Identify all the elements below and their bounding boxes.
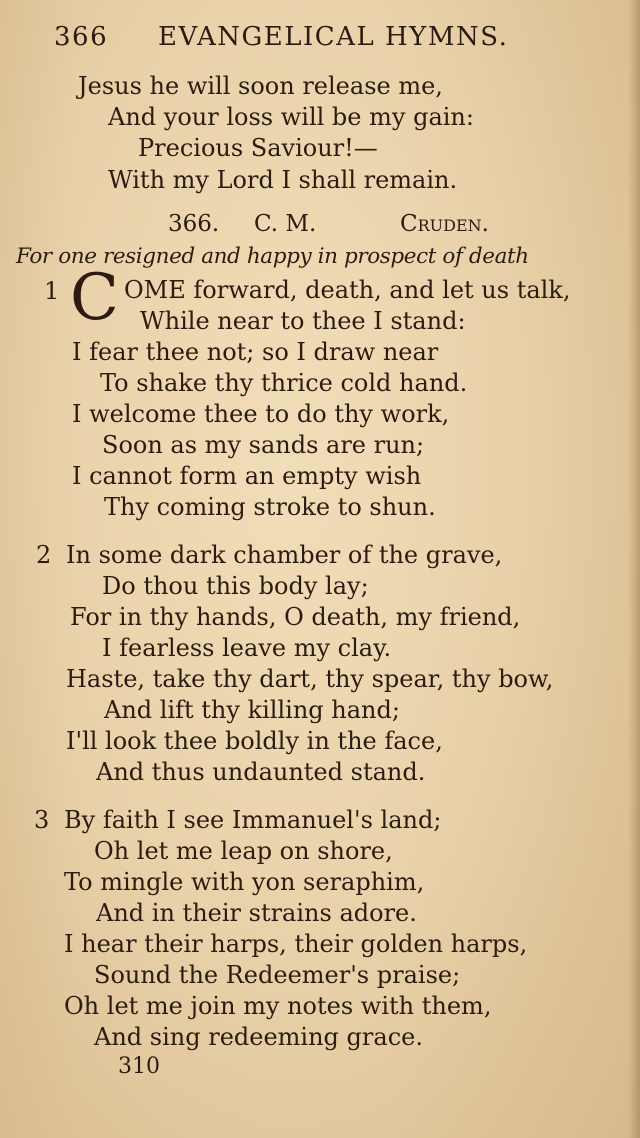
stanza-number: 2 bbox=[36, 541, 52, 569]
hymn-line: To shake thy thrice cold hand. bbox=[100, 369, 468, 397]
hymn-line: To mingle with yon seraphim, bbox=[64, 868, 425, 896]
hymn-line: Oh let me join my notes with them, bbox=[64, 992, 492, 1020]
hymn-tune: Cruden. bbox=[400, 211, 489, 237]
prev-hymn-line: And your loss will be my gain: bbox=[108, 103, 474, 131]
hymn-subtitle: For one resigned and happy in prospect of death bbox=[16, 244, 529, 269]
prev-hymn-line: Precious Saviour!— bbox=[138, 134, 378, 162]
hymn-line: Haste, take thy dart, thy spear, thy bow, bbox=[66, 665, 554, 693]
hymn-line: While near to thee I stand: bbox=[140, 307, 466, 335]
prev-hymn-line: Jesus he will soon release me, bbox=[78, 72, 443, 100]
hymn-line: I fear thee not; so I draw near bbox=[72, 338, 439, 366]
stanza-number: 1 bbox=[44, 277, 60, 305]
prev-hymn-line: With my Lord I shall remain. bbox=[108, 166, 458, 194]
hymn-line: Oh let me leap on shore, bbox=[94, 837, 393, 865]
hymn-line: I cannot form an empty wish bbox=[72, 462, 422, 490]
hymn-line: I hear their harps, their golden harps, bbox=[64, 930, 528, 958]
stanza-number: 3 bbox=[34, 806, 50, 834]
hymn-line: And lift thy killing hand; bbox=[104, 696, 400, 724]
hymn-line: And thus undaunted stand. bbox=[96, 758, 426, 786]
hymn-line: Soon as my sands are run; bbox=[102, 431, 425, 459]
running-title: EVANGELICAL HYMNS. bbox=[158, 22, 509, 52]
hymn-line: I welcome thee to do thy work, bbox=[72, 400, 450, 428]
hymn-line: I'll look thee boldly in the face, bbox=[66, 727, 443, 755]
hymn-line: OME forward, death, and let us talk, bbox=[124, 276, 571, 304]
page-number: 366 bbox=[54, 22, 109, 52]
hymn-meter: C. M. bbox=[254, 211, 317, 237]
hymn-line: In some dark chamber of the grave, bbox=[66, 541, 503, 569]
hymn-line: Thy coming stroke to shun. bbox=[104, 493, 436, 521]
drop-cap: C bbox=[70, 261, 119, 335]
hymn-line: And sing redeeming grace. bbox=[94, 1023, 423, 1051]
hymn-line: I fearless leave my clay. bbox=[102, 634, 392, 662]
signature-mark: 310 bbox=[118, 1054, 160, 1079]
hymn-line: For in thy hands, O death, my friend, bbox=[70, 603, 521, 631]
hymn-number: 366. bbox=[168, 211, 220, 237]
hymn-line: And in their strains adore. bbox=[96, 899, 417, 927]
hymn-line: By faith I see Immanuel's land; bbox=[64, 806, 442, 834]
hymn-line: Do thou this body lay; bbox=[102, 572, 369, 600]
hymn-line: Sound the Redeemer's praise; bbox=[94, 961, 461, 989]
